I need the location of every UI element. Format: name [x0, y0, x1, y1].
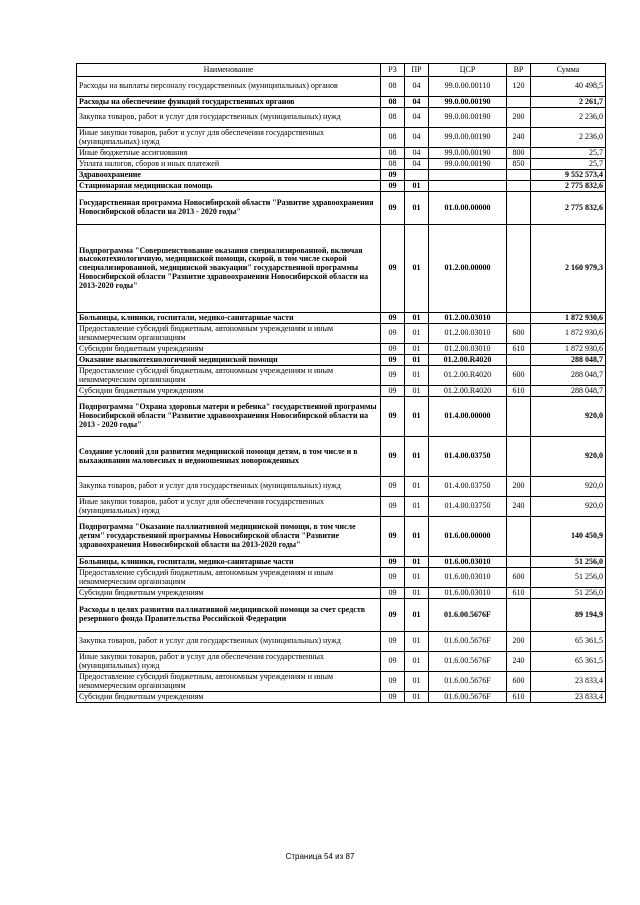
- cell-name: Подпрограмма "Охрана здоровья матери и ребенка" государственной программы Новосибирской области "Развитие здравоохранения Новосибирской области на 2013 - 2020 годы": [77, 397, 381, 437]
- cell-vr: 610: [507, 588, 531, 599]
- cell-csr: [429, 181, 507, 192]
- cell-rz: 08: [381, 128, 405, 148]
- cell-name: Закупка товаров, работ и услуг для государственных (муниципальных) нужд: [77, 108, 381, 128]
- cell-rz: 09: [381, 397, 405, 437]
- cell-vr: 600: [507, 324, 531, 344]
- cell-vr: 200: [507, 477, 531, 497]
- cell-csr: 01.4.00.03750: [429, 477, 507, 497]
- cell-vr: [507, 97, 531, 108]
- cell-rz: 09: [381, 497, 405, 517]
- cell-pr: 04: [405, 108, 429, 128]
- cell-vr: [507, 437, 531, 477]
- cell-csr: 99.0.00.00190: [429, 128, 507, 148]
- cell-vr: [507, 313, 531, 324]
- table-row: [77, 192, 606, 225]
- cell-name: Предоставление субсидий бюджетным, автономным учреждениям и иным некоммерческим организациям: [77, 324, 381, 344]
- cell-rz: 09: [381, 344, 405, 355]
- cell-sum: 140 450,9: [531, 517, 606, 557]
- cell-csr: 01.2.00.03010: [429, 344, 507, 355]
- cell-pr: 01: [405, 344, 429, 355]
- cell-rz: 09: [381, 386, 405, 397]
- cell-pr: 01: [405, 366, 429, 386]
- cell-name: Расходы на обеспечение функций государственных органов: [77, 97, 381, 108]
- cell-csr: 01.2.00.03010: [429, 324, 507, 344]
- cell-vr: [507, 599, 531, 632]
- cell-rz: 09: [381, 181, 405, 192]
- page-number: Страница 54 из 87: [285, 852, 355, 861]
- cell-name: Предоставление субсидий бюджетным, автономным учреждениям и иным некоммерческим организациям: [77, 366, 381, 386]
- cell-name: Предоставление субсидий бюджетным, автономным учреждениям и иным некоммерческим организациям: [77, 568, 381, 588]
- cell-csr: 01.2.00.R4020: [429, 355, 507, 366]
- cell-vr: 600: [507, 366, 531, 386]
- cell-sum: 920,0: [531, 497, 606, 517]
- cell-sum: 51 256,0: [531, 588, 606, 599]
- cell-vr: 610: [507, 692, 531, 703]
- table-row: [77, 313, 606, 324]
- table-row: [77, 97, 606, 108]
- cell-sum: 65 361,5: [531, 652, 606, 672]
- cell-rz: 09: [381, 366, 405, 386]
- cell-csr: 99.0.00.00190: [429, 97, 507, 108]
- header-name: Наименование: [77, 64, 381, 77]
- cell-pr: 01: [405, 477, 429, 497]
- cell-csr: 01.6.00.5676F: [429, 652, 507, 672]
- cell-rz: 09: [381, 692, 405, 703]
- budget-table: [76, 63, 606, 703]
- cell-csr: 01.2.00.03010: [429, 313, 507, 324]
- cell-name: Государственная программа Новосибирской области "Развитие здравоохранения Новосибирской области на 2013 - 2020 годы": [77, 192, 381, 225]
- cell-rz: 09: [381, 672, 405, 692]
- table-row: [77, 632, 606, 652]
- table-row: [77, 437, 606, 477]
- cell-rz: 09: [381, 568, 405, 588]
- cell-rz: 08: [381, 148, 405, 159]
- cell-pr: 04: [405, 128, 429, 148]
- cell-sum: 23 833,4: [531, 672, 606, 692]
- cell-sum: 51 256,0: [531, 568, 606, 588]
- cell-rz: 09: [381, 192, 405, 225]
- table-row: [77, 170, 606, 181]
- table-body: [77, 77, 606, 703]
- cell-vr: 240: [507, 652, 531, 672]
- cell-rz: 09: [381, 632, 405, 652]
- cell-name: Иные бюджетные ассигнования: [77, 148, 381, 159]
- cell-csr: 01.6.00.5676F: [429, 632, 507, 652]
- cell-name: Расходы в целях развития паллиативной медицинской помощи за счет средств резервного фонда Правительства Российской Федерации: [77, 599, 381, 632]
- cell-name: Создание условий для развития медицинской помощи детям, в том числе и в выхаживании маловесных и недоношенных новорожденных: [77, 437, 381, 477]
- cell-csr: 01.6.00.5676F: [429, 599, 507, 632]
- cell-pr: 01: [405, 599, 429, 632]
- cell-sum: 920,0: [531, 437, 606, 477]
- cell-pr: 01: [405, 692, 429, 703]
- cell-pr: 01: [405, 588, 429, 599]
- cell-name: Субсидии бюджетным учреждениям: [77, 386, 381, 397]
- cell-csr: 99.0.00.00110: [429, 77, 507, 97]
- cell-name: Уплата налогов, сборов и иных платежей: [77, 159, 381, 170]
- cell-vr: 200: [507, 632, 531, 652]
- cell-name: Субсидии бюджетным учреждениям: [77, 588, 381, 599]
- cell-name: Расходы на выплаты персоналу государственных (муниципальных) органов: [77, 77, 381, 97]
- cell-rz: 08: [381, 159, 405, 170]
- cell-csr: 01.6.00.03010: [429, 588, 507, 599]
- cell-vr: 240: [507, 128, 531, 148]
- cell-vr: 600: [507, 568, 531, 588]
- cell-sum: 1 872 930,6: [531, 313, 606, 324]
- cell-rz: 09: [381, 225, 405, 313]
- cell-vr: 800: [507, 148, 531, 159]
- cell-pr: 01: [405, 192, 429, 225]
- cell-sum: 2 236,0: [531, 108, 606, 128]
- table-row: [77, 517, 606, 557]
- cell-sum: 2 160 979,3: [531, 225, 606, 313]
- cell-name: Оказание высокотехнологичной медицинской помощи: [77, 355, 381, 366]
- cell-vr: 850: [507, 159, 531, 170]
- cell-csr: 01.2.00.R4020: [429, 386, 507, 397]
- cell-pr: 01: [405, 181, 429, 192]
- cell-pr: 04: [405, 77, 429, 97]
- table-row: [77, 652, 606, 672]
- table-row: [77, 108, 606, 128]
- cell-pr: [405, 170, 429, 181]
- cell-csr: 01.4.00.03750: [429, 497, 507, 517]
- table-row: [77, 397, 606, 437]
- cell-csr: 99.0.00.00190: [429, 159, 507, 170]
- cell-sum: 40 498,5: [531, 77, 606, 97]
- cell-sum: 1 872 930,6: [531, 344, 606, 355]
- table-row: [77, 77, 606, 97]
- table-row: [77, 225, 606, 313]
- table-row: [77, 672, 606, 692]
- cell-rz: 09: [381, 599, 405, 632]
- cell-pr: 01: [405, 324, 429, 344]
- cell-csr: 01.6.00.03010: [429, 557, 507, 568]
- table-row: [77, 557, 606, 568]
- cell-sum: 51 256,0: [531, 557, 606, 568]
- cell-name: Субсидии бюджетным учреждениям: [77, 692, 381, 703]
- cell-rz: 09: [381, 557, 405, 568]
- cell-vr: 120: [507, 77, 531, 97]
- cell-sum: 89 194,9: [531, 599, 606, 632]
- cell-pr: 01: [405, 672, 429, 692]
- table-row: [77, 355, 606, 366]
- cell-name: Больницы, клиники, госпитали, медико-санитарные части: [77, 557, 381, 568]
- table-row: [77, 128, 606, 148]
- cell-vr: [507, 517, 531, 557]
- cell-name: Субсидии бюджетным учреждениям: [77, 344, 381, 355]
- cell-pr: 01: [405, 517, 429, 557]
- header-pr: ПР: [405, 64, 429, 77]
- cell-sum: 288 048,7: [531, 355, 606, 366]
- cell-name: Здравоохранение: [77, 170, 381, 181]
- cell-csr: 01.4.00.03750: [429, 437, 507, 477]
- cell-pr: 04: [405, 97, 429, 108]
- cell-name: Иные закупки товаров, работ и услуг для обеспечения государственных (муниципальных) нужд: [77, 652, 381, 672]
- cell-pr: 01: [405, 397, 429, 437]
- cell-vr: 600: [507, 672, 531, 692]
- cell-pr: 01: [405, 632, 429, 652]
- cell-sum: 288 048,7: [531, 366, 606, 386]
- cell-csr: 01.6.00.00000: [429, 517, 507, 557]
- cell-name: Закупка товаров, работ и услуг для государственных (муниципальных) нужд: [77, 477, 381, 497]
- cell-vr: 610: [507, 344, 531, 355]
- header-vr: ВР: [507, 64, 531, 77]
- cell-pr: 01: [405, 497, 429, 517]
- cell-vr: [507, 170, 531, 181]
- cell-pr: 01: [405, 557, 429, 568]
- table-row: [77, 366, 606, 386]
- table-row: [77, 568, 606, 588]
- header-rz: РЗ: [381, 64, 405, 77]
- cell-csr: 01.6.00.03010: [429, 568, 507, 588]
- cell-pr: 01: [405, 386, 429, 397]
- cell-rz: 08: [381, 108, 405, 128]
- cell-csr: 01.2.00.00000: [429, 225, 507, 313]
- cell-sum: 2 775 832,6: [531, 192, 606, 225]
- table-row: [77, 599, 606, 632]
- cell-csr: [429, 170, 507, 181]
- table-row: [77, 181, 606, 192]
- cell-sum: 2 236,0: [531, 128, 606, 148]
- table-row: [77, 692, 606, 703]
- cell-vr: [507, 557, 531, 568]
- cell-name: Подпрограмма "Оказание паллиативной медицинской помощи, в том числе детям" государственной программы Новосибирской области "Развитие здравоохранения Новосибирской области на 2013-2020 годы": [77, 517, 381, 557]
- cell-vr: 610: [507, 386, 531, 397]
- cell-pr: 01: [405, 355, 429, 366]
- cell-name: Подпрограмма "Совершенствование оказания специализированной, включая высокотехнологичную, медицинской помощи, скорой, в том числе скорой специализированной, медицинской эвакуации" государственной программы Новосибирской области "Развитие здравоохранения Новосибирской области на 2013-2020 годы": [77, 225, 381, 313]
- cell-vr: 200: [507, 108, 531, 128]
- cell-rz: 09: [381, 355, 405, 366]
- cell-csr: 99.0.00.00190: [429, 108, 507, 128]
- cell-name: Иные закупки товаров, работ и услуг для обеспечения государственных (муниципальных) нужд: [77, 128, 381, 148]
- cell-rz: 08: [381, 77, 405, 97]
- cell-csr: 01.4.00.00000: [429, 397, 507, 437]
- table-row: [77, 148, 606, 159]
- cell-vr: [507, 225, 531, 313]
- cell-sum: 1 872 930,6: [531, 324, 606, 344]
- cell-rz: 09: [381, 170, 405, 181]
- cell-vr: [507, 397, 531, 437]
- table-row: [77, 344, 606, 355]
- cell-sum: 65 361,5: [531, 632, 606, 652]
- cell-pr: 01: [405, 652, 429, 672]
- cell-rz: 09: [381, 313, 405, 324]
- cell-sum: 25,7: [531, 148, 606, 159]
- header-row: [77, 64, 606, 77]
- table-row: [77, 159, 606, 170]
- cell-vr: [507, 192, 531, 225]
- cell-sum: 23 833,4: [531, 692, 606, 703]
- cell-name: Больницы, клиники, госпитали, медико-санитарные части: [77, 313, 381, 324]
- cell-name: Стационарная медицинская помощь: [77, 181, 381, 192]
- cell-rz: 09: [381, 477, 405, 497]
- table-row: [77, 324, 606, 344]
- cell-vr: 240: [507, 497, 531, 517]
- cell-rz: 09: [381, 437, 405, 477]
- table-row: [77, 497, 606, 517]
- cell-vr: [507, 181, 531, 192]
- cell-name: Иные закупки товаров, работ и услуг для обеспечения государственных (муниципальных) нужд: [77, 497, 381, 517]
- cell-rz: 09: [381, 588, 405, 599]
- cell-csr: 01.6.00.5676F: [429, 692, 507, 703]
- cell-vr: [507, 355, 531, 366]
- table-row: [77, 588, 606, 599]
- table-row: [77, 477, 606, 497]
- cell-rz: 08: [381, 97, 405, 108]
- cell-pr: 04: [405, 159, 429, 170]
- cell-rz: 09: [381, 324, 405, 344]
- cell-csr: 01.0.00.00000: [429, 192, 507, 225]
- cell-pr: 01: [405, 437, 429, 477]
- cell-sum: 288 048,7: [531, 386, 606, 397]
- cell-sum: 2 775 832,6: [531, 181, 606, 192]
- cell-pr: 01: [405, 313, 429, 324]
- cell-rz: 09: [381, 517, 405, 557]
- cell-sum: 2 261,7: [531, 97, 606, 108]
- cell-csr: 01.2.00.R4020: [429, 366, 507, 386]
- cell-sum: 920,0: [531, 397, 606, 437]
- cell-rz: 09: [381, 652, 405, 672]
- table-row: [77, 386, 606, 397]
- header-sum: Сумма: [531, 64, 606, 77]
- cell-csr: 99.0.00.00190: [429, 148, 507, 159]
- header-csr: ЦСР: [429, 64, 507, 77]
- cell-pr: 01: [405, 568, 429, 588]
- cell-sum: 25,7: [531, 159, 606, 170]
- cell-name: Предоставление субсидий бюджетным, автономным учреждениям и иным некоммерческим организациям: [77, 672, 381, 692]
- cell-sum: 9 552 573,4: [531, 170, 606, 181]
- cell-sum: 920,0: [531, 477, 606, 497]
- cell-pr: 04: [405, 148, 429, 159]
- cell-pr: 01: [405, 225, 429, 313]
- cell-name: Закупка товаров, работ и услуг для государственных (муниципальных) нужд: [77, 632, 381, 652]
- cell-csr: 01.6.00.5676F: [429, 672, 507, 692]
